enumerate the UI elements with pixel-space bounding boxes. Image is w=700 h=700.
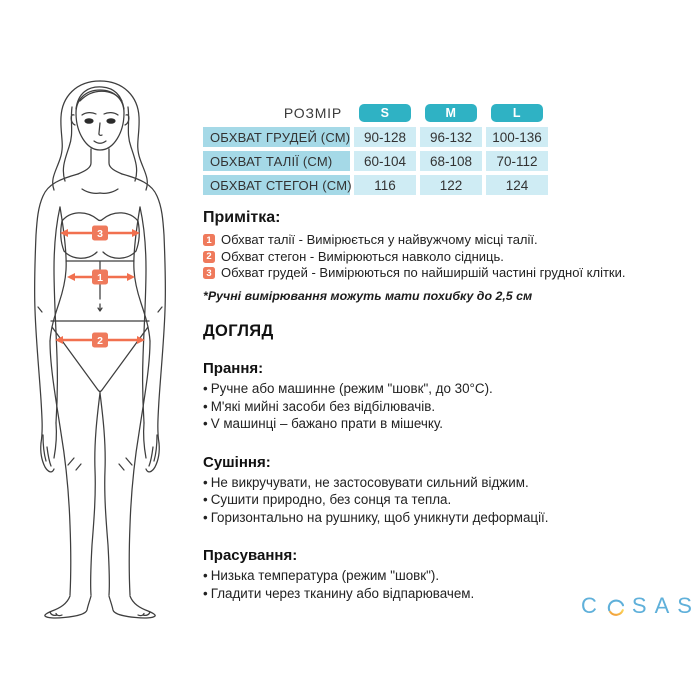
hips-value-m: 122 — [420, 175, 482, 195]
size-table — [203, 103, 548, 195]
care-section — [203, 322, 695, 623]
note-item-bust — [203, 266, 695, 281]
row-label-bust: ОБХВАТ ГРУДЕЙ (СМ) — [203, 127, 350, 147]
bust-value-s: 90-128 — [354, 127, 416, 147]
size-button-l[interactable]: L — [491, 104, 543, 122]
ironing-bullet: • Гладити через тканину або відпарювачем. — [203, 585, 695, 603]
hips-marker-number: 2 — [97, 335, 103, 347]
note-text: Обхват талії - Вимірюється у найвужчому місці талії. — [221, 232, 538, 247]
body-outline — [35, 81, 166, 618]
drying-bullet: • Не викручувати, не застосовувати сильний віджим. — [203, 474, 695, 492]
notes-heading: Примітка: — [203, 209, 281, 226]
waist-value-s: 60-104 — [354, 151, 416, 171]
bust-marker-number: 3 — [97, 228, 103, 240]
note-text: Обхват стегон - Вимірюються навколо сідниць. — [221, 248, 504, 264]
washing-bullet: • V машинці – бажано прати в мішечку. — [203, 415, 695, 433]
waist-value-m: 68-108 — [420, 151, 482, 171]
logo-o-icon — [606, 597, 626, 618]
note-text: Обхват грудей - Вимірюються по найширшій частині грудної клітки. — [221, 265, 626, 280]
size-button-s[interactable]: S — [359, 104, 411, 122]
note-number-badge: 2 — [203, 251, 215, 263]
drying-title: Сушіння: — [203, 453, 271, 471]
waist-value-l: 70-112 — [486, 151, 548, 171]
hips-value-s: 116 — [354, 175, 416, 195]
care-block-washing — [203, 360, 695, 433]
washing-bullet: • М'які мийні засоби без відбілювачів. — [203, 398, 695, 416]
care-heading: ДОГЛЯД — [203, 322, 274, 340]
note-number-badge: 1 — [203, 234, 215, 246]
care-block-drying — [203, 454, 695, 527]
logo-letters-sas: SAS — [631, 593, 700, 618]
waist-marker-number: 1 — [97, 272, 103, 284]
drying-bullet: • Горизонтально на рушнику, щоб уникнути деформації. — [203, 509, 695, 527]
note-number-badge: 3 — [203, 267, 215, 279]
bust-value-m: 96-132 — [420, 127, 482, 147]
washing-title: Прання: — [203, 360, 264, 377]
washing-bullet: • Ручне або машинне (режим "шовк", до 30°C). — [203, 380, 695, 398]
woman-figure-illustration — [10, 55, 210, 625]
logo-letter-c: C — [581, 593, 605, 618]
size-button-m[interactable]: M — [425, 104, 477, 122]
measurement-disclaimer: *Ручні вимірювання можуть мати похибку до 2,5 см — [203, 288, 533, 303]
size-table-title: РОЗМІР — [283, 105, 342, 121]
notes-section — [203, 209, 695, 303]
ironing-bullet: • Низька температура (режим "шовк"). — [203, 567, 695, 585]
row-label-hips: ОБХВАТ СТЕГОН (СМ) — [203, 175, 350, 195]
note-item-hips — [203, 250, 695, 265]
bust-value-l: 100-136 — [486, 127, 548, 147]
drying-bullet: • Сушити природно, без сонця та тепла. — [203, 491, 695, 509]
note-item-waist — [203, 233, 695, 248]
hips-value-l: 124 — [486, 175, 548, 195]
brand-logo — [581, 593, 700, 619]
ironing-title: Прасування: — [203, 547, 298, 564]
row-label-waist: ОБХВАТ ТАЛІЇ (СМ) — [203, 151, 350, 171]
